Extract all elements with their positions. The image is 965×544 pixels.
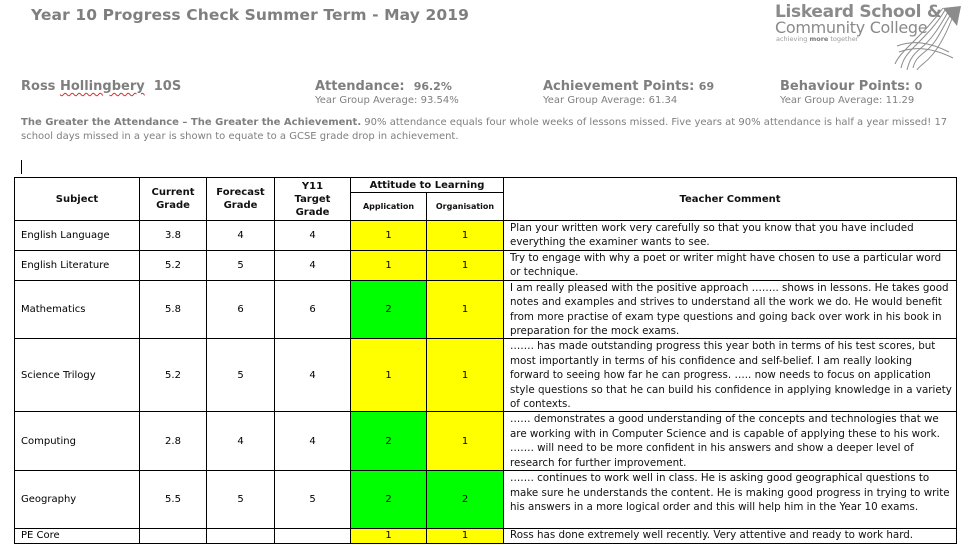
application-score-cell: 2	[351, 412, 427, 471]
attendance-avg-value: 93.54%	[420, 95, 459, 106]
application-score-cell: 1	[351, 250, 427, 280]
behaviour-label: Behaviour Points:	[780, 79, 911, 94]
header-current-grade: Current Grade	[140, 178, 207, 221]
table-row	[15, 412, 957, 471]
table-row	[15, 529, 957, 544]
target-grade-cell	[275, 529, 351, 544]
table-row	[15, 221, 957, 251]
header-application: Application	[351, 193, 427, 221]
progress-table	[14, 177, 957, 544]
attendance-note	[21, 116, 951, 144]
forecast-grade-cell: 5	[207, 339, 275, 412]
target-grade-cell: 4	[275, 339, 351, 412]
behaviour-block	[780, 79, 922, 106]
achievement-label: Achievement Points:	[543, 79, 695, 94]
logo-line-2: Community College	[775, 18, 928, 37]
forecast-grade-cell: 5	[207, 471, 275, 529]
forecast-grade-cell: 4	[207, 412, 275, 471]
logo-line-1: Liskeard School &	[775, 2, 942, 22]
current-grade-cell: 5.2	[140, 250, 207, 280]
organisation-score-cell: 1	[427, 529, 504, 544]
organisation-score-cell: 1	[427, 280, 504, 339]
header-subject: Subject	[15, 178, 140, 221]
table-row	[15, 339, 957, 412]
behaviour-value: 0	[914, 80, 923, 93]
logo-tagline	[776, 35, 858, 43]
achievement-avg-value: 61.34	[648, 95, 678, 106]
subject-cell: English Language	[15, 221, 140, 251]
teacher-comment-cell: ……. has made outstanding progress this year both in terms of his test scores, but most importantly in terms of his confidence and self-belief. I am really looking forward to seeing how far he can progress. ….. now needs to focus on application style questions so that he can build his confidence in applying knowledge in a variety of contexts.	[504, 339, 957, 412]
student-form: 10S	[153, 79, 182, 94]
table-row	[15, 280, 957, 339]
current-grade-cell: 5.8	[140, 280, 207, 339]
achievement-value: 69	[698, 80, 715, 93]
organisation-score-cell: 1	[427, 250, 504, 280]
kite-ribbon-logo-icon	[893, 2, 963, 72]
attendance-label: Attendance:	[315, 79, 405, 94]
subject-cell: English Literature	[15, 250, 140, 280]
forecast-grade-cell	[207, 529, 275, 544]
achievement-block	[543, 79, 714, 106]
student-surname: Hollingbery	[59, 79, 145, 94]
organisation-score-cell: 2	[427, 471, 504, 529]
attendance-block	[315, 79, 459, 106]
page-title: Year 10 Progress Check Summer Term - May 2019	[31, 6, 469, 24]
current-grade-cell: 3.8	[140, 221, 207, 251]
teacher-comment-cell: ……. continues to work well in class. He is asking good geographical questions to make sure he understands the content. He is making good progress in trying to write his answers in a more logical order and this will help him in the Year 10 exams.	[504, 471, 957, 529]
table-row	[15, 471, 957, 529]
application-score-cell: 1	[351, 339, 427, 412]
application-score-cell: 2	[351, 471, 427, 529]
target-grade-cell: 4	[275, 250, 351, 280]
subject-cell: Mathematics	[15, 280, 140, 339]
current-grade-cell	[140, 529, 207, 544]
attendance-value: 96.2%	[413, 80, 452, 93]
application-score-cell: 2	[351, 280, 427, 339]
application-score-cell: 1	[351, 221, 427, 251]
current-grade-cell: 2.8	[140, 412, 207, 471]
target-grade-cell: 4	[275, 221, 351, 251]
organisation-score-cell: 1	[427, 221, 504, 251]
application-score-cell: 1	[351, 529, 427, 544]
organisation-score-cell: 1	[427, 339, 504, 412]
teacher-comment-cell: Try to engage with why a poet or writer might have chosen to use a particular word or technique.	[504, 250, 957, 280]
subject-cell: Geography	[15, 471, 140, 529]
behaviour-avg-label: Year Group Average:	[780, 95, 883, 106]
attendance-avg-label: Year Group Average:	[315, 95, 418, 106]
header-forecast-grade: Forecast Grade	[207, 178, 275, 221]
achievement-avg-label: Year Group Average:	[543, 95, 646, 106]
student-name	[21, 79, 181, 94]
tagline-pre: achieving	[776, 35, 810, 43]
student-first-name: Ross	[21, 79, 56, 94]
forecast-grade-cell: 4	[207, 221, 275, 251]
target-grade-cell: 5	[275, 471, 351, 529]
tagline-post: together	[828, 35, 859, 43]
forecast-grade-cell: 5	[207, 250, 275, 280]
teacher-comment-cell: Ross has done extremely well recently. Very attentive and ready to work hard.	[504, 529, 957, 544]
school-logo	[775, 2, 963, 72]
target-grade-cell: 4	[275, 412, 351, 471]
current-grade-cell: 5.5	[140, 471, 207, 529]
subject-cell: PE Core	[15, 529, 140, 544]
teacher-comment-cell: Plan your written work very carefully so that you know that you have included everything the examiner wants to see.	[504, 221, 957, 251]
header-attitude-to-learning: Attitude to Learning	[351, 178, 504, 193]
current-grade-cell: 5.2	[140, 339, 207, 412]
text-cursor	[21, 160, 22, 174]
behaviour-avg-value: 11.29	[885, 95, 915, 106]
attendance-note-text: 90% attendance equals four whole weeks of lessons missed. Five years at 90% attendance is half a year missed! 17 school days missed in a year is shown to equate to a GCSE grade drop in achievement.	[21, 117, 948, 142]
teacher-comment-cell: I am really pleased with the positive approach …….. shows in lessons. He takes good notes and examples and strives to understand all the work we do. He would benefit from more practise of exam type questions and going back over work in his book in preparation for the mock exams.	[504, 280, 957, 339]
organisation-score-cell: 1	[427, 412, 504, 471]
subject-cell: Science Trilogy	[15, 339, 140, 412]
target-grade-cell: 6	[275, 280, 351, 339]
table-header-row	[15, 178, 957, 193]
table-row	[15, 250, 957, 280]
subject-cell: Computing	[15, 412, 140, 471]
header-organisation: Organisation	[427, 193, 504, 221]
header-target-grade: Y11 Target Grade	[275, 178, 351, 221]
header-teacher-comment: Teacher Comment	[504, 178, 957, 221]
tagline-bold: more	[809, 35, 829, 43]
attendance-note-heading: The Greater the Attendance – The Greater the Achievement.	[21, 117, 362, 128]
forecast-grade-cell: 6	[207, 280, 275, 339]
teacher-comment-cell: …… demonstrates a good understanding of the concepts and technologies that we are working with in Computer Science and is capable of applying these to his work. ……. will need to be more confident in his answers and show a deeper level of research for further improvement.	[504, 412, 957, 471]
